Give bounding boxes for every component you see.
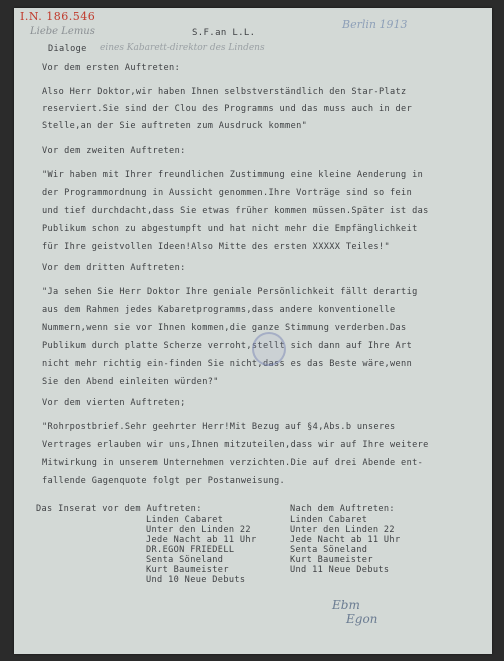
signature [332, 598, 377, 626]
pencil-note-top-left: Liebe Lemus [30, 26, 95, 37]
text-line: nicht mehr richtig ein-finden Sie nicht,dass es das Beste wäre,wenn [42, 359, 413, 369]
dialog-label: Dialoge [48, 44, 87, 54]
text-line: "Rohrpostbrief.Sehr geehrter Herr!Mit Bezug auf §4,Abs.b unseres [42, 422, 396, 432]
pencil-dialog-note: eines Kabarett-direktor des Lindens [100, 43, 265, 53]
text-line: Also Herr Doktor,wir haben Ihnen selbstverständlich den Star-Platz [42, 87, 407, 97]
inserat-line: Und 10 Neue Debuts [146, 575, 246, 585]
nach-line: Jede Nacht ab 11 Uhr [290, 535, 401, 545]
nach-line: Unter den Linden 22 [290, 525, 395, 535]
text-line: aus dem Rahmen jedes Kabaretprogramms,dass andere konventionelle [42, 305, 396, 315]
nach-line: Linden Cabaret [290, 515, 368, 525]
nach-heading: Nach dem Auftreten: [290, 504, 395, 514]
text-line: Publikum durch platte Scherze verroht,stellt sich dann auf Ihre Art [42, 341, 413, 351]
text-line: "Wir haben mit Ihrer freundlichen Zustimmung eine kleine Aenderung in [42, 170, 424, 180]
nach-line: Senta Söneland [290, 545, 368, 555]
section-heading: Vor dem vierten Auftreten; [42, 398, 186, 408]
archive-number: I.N. 186.546 [20, 10, 96, 23]
inserat-line: Kurt Baumeister [146, 565, 229, 575]
inserat-line: Jede Nacht ab 11 Uhr [146, 535, 257, 545]
text-line: Nummern,wenn sie vor Ihnen kommen,die ganze Stimmung verderben.Das [42, 323, 407, 333]
pencil-note-top-right: Berlin 1913 [342, 18, 408, 31]
section-heading: Vor dem ersten Auftreten: [42, 63, 181, 73]
inserat-line: Unter den Linden 22 [146, 525, 251, 535]
section-heading: Vor dem zweiten Auftreten: [42, 146, 186, 156]
text-line: Mitwirkung in unserem Unternehmen verzichten.Die auf drei Abende ent- [42, 458, 424, 468]
text-line: Stelle,an der Sie auftreten zum Ausdruck kommen" [42, 121, 308, 131]
text-line: für Ihre geistvollen Ideen!Also Mitte des ersten XXXXX Teiles!" [42, 242, 391, 252]
text-line: Publikum schon zu abgestumpft und hat nicht mehr die Empfänglichkeit [42, 224, 418, 234]
text-line: fallende Gagenquote folgt per Postanweisung. [42, 476, 286, 486]
inserat-line: Senta Söneland [146, 555, 224, 565]
nach-line: Und 11 Neue Debuts [290, 565, 390, 575]
text-line: "Ja sehen Sie Herr Doktor Ihre geniale Persönlichkeit fällt derartig [42, 287, 418, 297]
document-header: S.F.an L.L. [192, 28, 256, 38]
signature-line: Ebm [332, 598, 360, 612]
inserat-heading: Das Inserat vor dem Auftreten: [36, 504, 202, 514]
text-line: Vertrages erlauben wir uns,Ihnen mitzuteilen,dass wir auf Ihre weitere [42, 440, 429, 450]
nach-line: Kurt Baumeister [290, 555, 373, 565]
document-page [14, 8, 492, 654]
library-stamp [252, 332, 286, 366]
inserat-line: DR.EGON FRIEDELL [146, 545, 235, 555]
section-heading: Vor dem dritten Auftreten: [42, 263, 186, 273]
text-line: und tief durchdacht,dass Sie etwas früher kommen müssen.Später ist das [42, 206, 429, 216]
signature-line: Egon [346, 612, 378, 626]
inserat-line: Linden Cabaret [146, 515, 224, 525]
text-line: Sie den Abend einleiten würden?" [42, 377, 219, 387]
text-line: der Programmordnung in Aussicht genommen.Ihre Vorträge sind so fein [42, 188, 413, 198]
text-line: reserviert.Sie sind der Clou des Programms und das muss auch in der [42, 104, 413, 114]
